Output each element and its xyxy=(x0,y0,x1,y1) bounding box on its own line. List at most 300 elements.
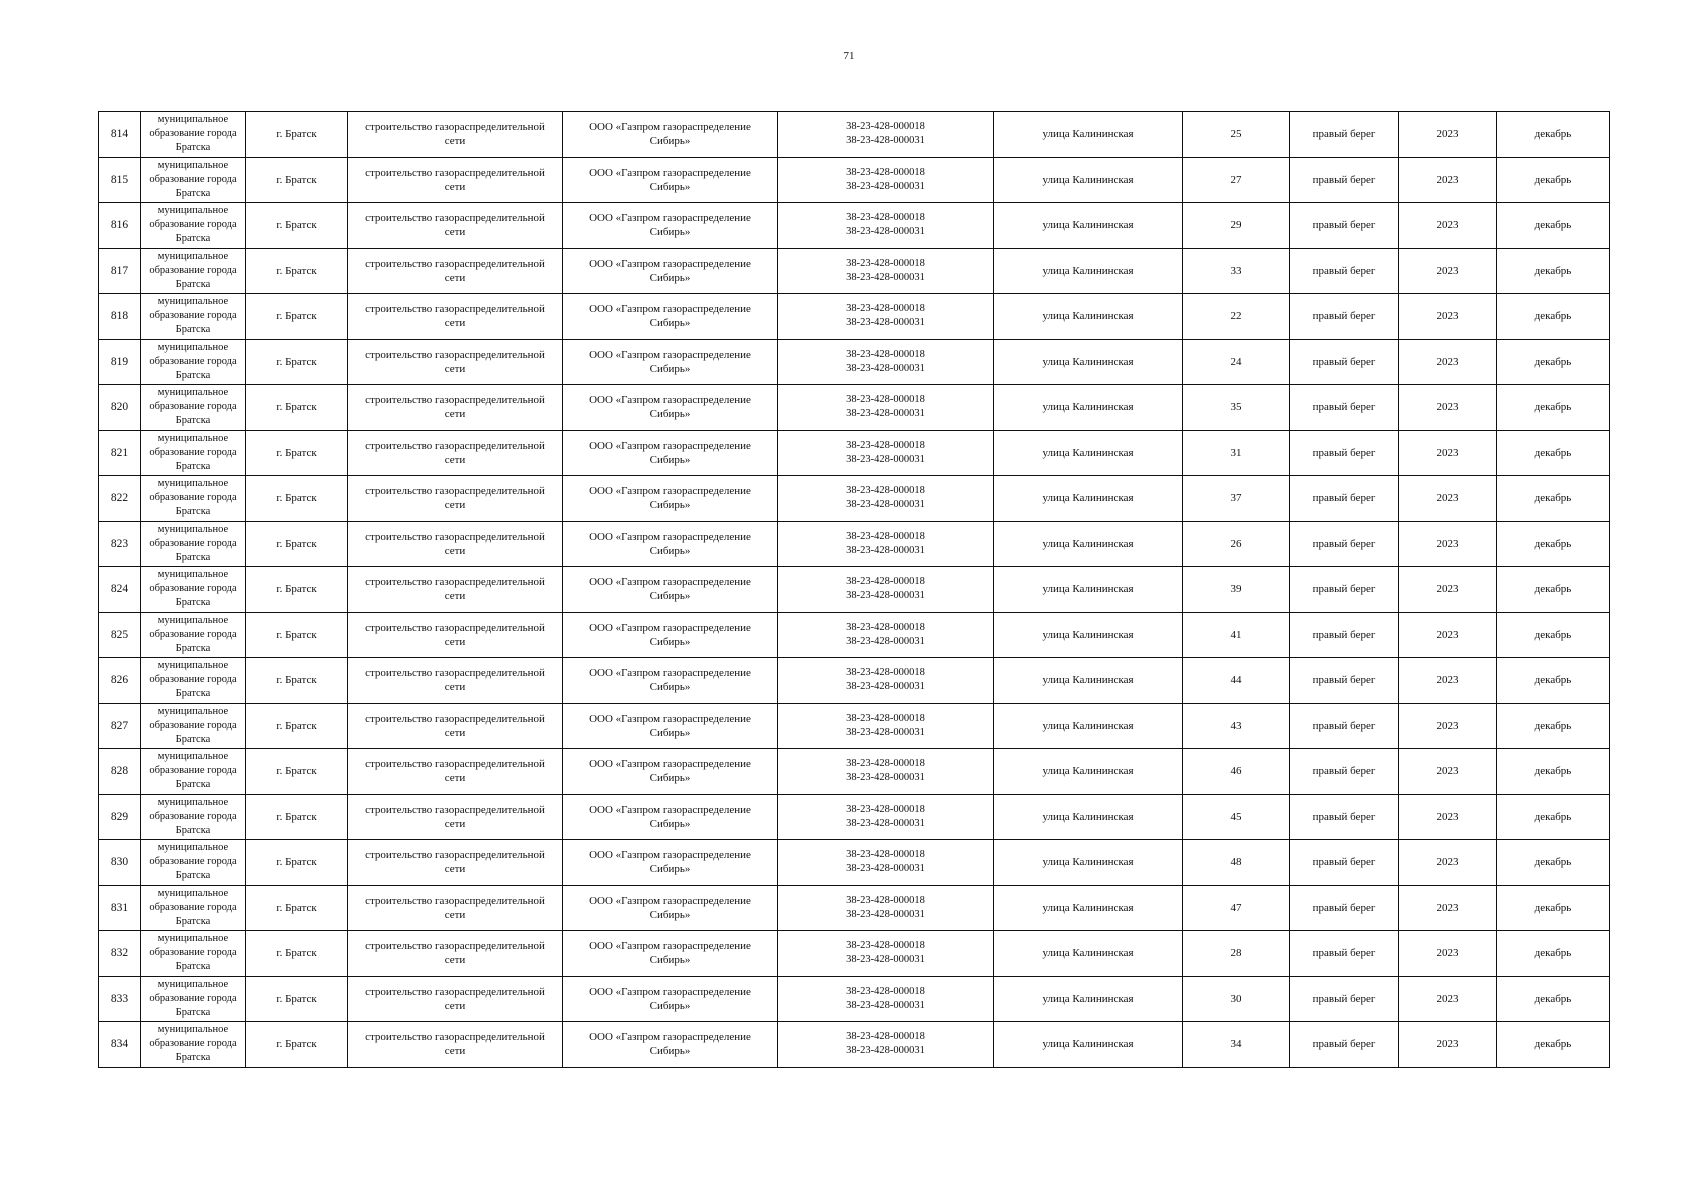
month-cell: декабрь xyxy=(1497,1022,1610,1068)
city-cell: г. Братск xyxy=(246,840,348,886)
city-cell: г. Братск xyxy=(246,385,348,431)
municipality-cell-line: Братска xyxy=(175,278,211,290)
bank-cell: правый берег xyxy=(1290,885,1399,931)
work-type-cell-line: строительство газораспределительной xyxy=(365,576,545,589)
municipality-cell-line: образование города xyxy=(149,810,237,822)
cadastral-cell-line: 38-23-428-000018 xyxy=(846,485,925,497)
table-row xyxy=(99,112,1610,158)
operator-cell-line: ООО «Газпром газораспределение xyxy=(589,166,751,179)
work-type-cell-line: сети xyxy=(444,590,466,603)
table-row xyxy=(99,931,1610,977)
bank-cell: правый берег xyxy=(1290,294,1399,340)
work-type-cell-line: сети xyxy=(444,772,466,785)
bank-cell: правый берег xyxy=(1290,157,1399,203)
bank-cell: правый берег xyxy=(1290,521,1399,567)
municipality-cell-line: Братска xyxy=(175,369,211,381)
work-type-cell xyxy=(348,976,563,1022)
municipality-cell-line: муниципальное xyxy=(157,705,229,717)
cadastral-cell xyxy=(778,840,994,886)
work-type-cell-line: строительство газораспределительной xyxy=(365,712,545,725)
cadastral-cell-line: 38-23-428-000018 xyxy=(846,1031,925,1043)
operator-cell-line: ООО «Газпром газораспределение xyxy=(589,348,751,361)
work-type-cell-line: сети xyxy=(444,908,466,921)
operator-cell-line: Сибирь» xyxy=(649,226,691,239)
year-cell: 2023 xyxy=(1399,294,1497,340)
row-number: 827 xyxy=(99,703,141,749)
work-type-cell xyxy=(348,385,563,431)
row-number: 832 xyxy=(99,931,141,977)
work-type-cell xyxy=(348,157,563,203)
operator-cell-line: Сибирь» xyxy=(649,999,691,1012)
street-cell: улица Калининская xyxy=(994,112,1183,158)
municipality-cell-line: муниципальное xyxy=(157,250,229,262)
street-cell: улица Калининская xyxy=(994,885,1183,931)
month-cell: декабрь xyxy=(1497,749,1610,795)
operator-cell-line: ООО «Газпром газораспределение xyxy=(589,485,751,498)
operator-cell xyxy=(563,658,778,704)
work-type-cell-line: строительство газораспределительной xyxy=(365,348,545,361)
bank-cell: правый берег xyxy=(1290,794,1399,840)
house-number-cell: 34 xyxy=(1183,1022,1290,1068)
work-type-cell-line: строительство газораспределительной xyxy=(365,439,545,452)
city-cell: г. Братск xyxy=(246,112,348,158)
work-type-cell-line: строительство газораспределительной xyxy=(365,485,545,498)
municipality-cell-line: Братска xyxy=(175,324,211,336)
work-type-cell-line: строительство газораспределительной xyxy=(365,940,545,953)
operator-cell-line: ООО «Газпром газораспределение xyxy=(589,1031,751,1044)
municipality-cell xyxy=(141,248,246,294)
row-number: 820 xyxy=(99,385,141,431)
operator-cell-line: Сибирь» xyxy=(649,726,691,739)
municipality-cell-line: образование города xyxy=(149,173,237,185)
table-row xyxy=(99,840,1610,886)
municipality-cell-line: образование города xyxy=(149,446,237,458)
work-type-cell xyxy=(348,794,563,840)
municipality-cell xyxy=(141,385,246,431)
house-number-cell: 37 xyxy=(1183,476,1290,522)
work-type-cell xyxy=(348,1022,563,1068)
house-number-cell: 43 xyxy=(1183,703,1290,749)
month-cell: декабрь xyxy=(1497,248,1610,294)
work-type-cell-line: сети xyxy=(444,408,466,421)
operator-cell-line: ООО «Газпром газораспределение xyxy=(589,530,751,543)
work-type-cell-line: сети xyxy=(444,863,466,876)
municipality-cell xyxy=(141,430,246,476)
work-type-cell-line: строительство газораспределительной xyxy=(365,530,545,543)
work-type-cell-line: строительство газораспределительной xyxy=(365,212,545,225)
operator-cell-line: ООО «Газпром газораспределение xyxy=(589,849,751,862)
municipality-cell-line: образование города xyxy=(149,719,237,731)
street-cell: улица Калининская xyxy=(994,157,1183,203)
row-number: 815 xyxy=(99,157,141,203)
municipality-cell-line: муниципальное xyxy=(157,1024,229,1036)
operator-cell xyxy=(563,339,778,385)
municipality-cell xyxy=(141,203,246,249)
house-number-cell: 31 xyxy=(1183,430,1290,476)
work-type-cell-line: строительство газораспределительной xyxy=(365,166,545,179)
cadastral-cell-line: 38-23-428-000018 xyxy=(846,803,925,815)
municipality-cell-line: образование города xyxy=(149,264,237,276)
year-cell: 2023 xyxy=(1399,840,1497,886)
street-cell: улица Калининская xyxy=(994,658,1183,704)
work-type-cell-line: строительство газораспределительной xyxy=(365,121,545,134)
operator-cell-line: ООО «Газпром газораспределение xyxy=(589,712,751,725)
month-cell: декабрь xyxy=(1497,976,1610,1022)
year-cell: 2023 xyxy=(1399,157,1497,203)
municipality-cell-line: Братска xyxy=(175,733,211,745)
city-cell: г. Братск xyxy=(246,1022,348,1068)
house-number-cell: 33 xyxy=(1183,248,1290,294)
operator-cell xyxy=(563,703,778,749)
city-cell: г. Братск xyxy=(246,521,348,567)
municipality-cell-line: муниципальное xyxy=(157,296,229,308)
street-cell: улица Калининская xyxy=(994,339,1183,385)
cadastral-cell-line: 38-23-428-000018 xyxy=(846,985,925,997)
operator-cell-line: ООО «Газпром газораспределение xyxy=(589,576,751,589)
cadastral-cell-line: 38-23-428-000018 xyxy=(846,849,925,861)
cadastral-cell-line: 38-23-428-000031 xyxy=(846,863,925,875)
operator-cell-line: ООО «Газпром газораспределение xyxy=(589,940,751,953)
cadastral-cell-line: 38-23-428-000018 xyxy=(846,394,925,406)
work-type-cell xyxy=(348,885,563,931)
month-cell: декабрь xyxy=(1497,476,1610,522)
row-number: 831 xyxy=(99,885,141,931)
operator-cell-line: Сибирь» xyxy=(649,408,691,421)
cadastral-cell xyxy=(778,248,994,294)
cadastral-cell xyxy=(778,203,994,249)
work-type-cell-line: строительство газораспределительной xyxy=(365,849,545,862)
operator-cell-line: Сибирь» xyxy=(649,135,691,148)
municipality-cell-line: Братска xyxy=(175,142,211,154)
cadastral-cell-line: 38-23-428-000031 xyxy=(846,999,925,1011)
cadastral-cell-line: 38-23-428-000031 xyxy=(846,362,925,374)
work-type-cell-line: строительство газораспределительной xyxy=(365,621,545,634)
street-cell: улица Калининская xyxy=(994,203,1183,249)
cadastral-cell-line: 38-23-428-000031 xyxy=(846,772,925,784)
street-cell: улица Калининская xyxy=(994,476,1183,522)
municipality-cell-line: образование города xyxy=(149,765,237,777)
month-cell: декабрь xyxy=(1497,157,1610,203)
municipality-cell xyxy=(141,612,246,658)
municipality-cell-line: муниципальное xyxy=(157,978,229,990)
city-cell: г. Братск xyxy=(246,339,348,385)
operator-cell xyxy=(563,112,778,158)
cadastral-cell-line: 38-23-428-000018 xyxy=(846,212,925,224)
cadastral-cell xyxy=(778,1022,994,1068)
work-type-cell xyxy=(348,567,563,613)
row-number: 828 xyxy=(99,749,141,795)
gasification-registry-table xyxy=(98,111,1610,1068)
municipality-cell xyxy=(141,112,246,158)
year-cell: 2023 xyxy=(1399,703,1497,749)
work-type-cell-line: сети xyxy=(444,453,466,466)
municipality-cell-line: муниципальное xyxy=(157,205,229,217)
operator-cell-line: ООО «Газпром газораспределение xyxy=(589,212,751,225)
bank-cell: правый берег xyxy=(1290,976,1399,1022)
operator-cell xyxy=(563,794,778,840)
operator-cell xyxy=(563,885,778,931)
operator-cell-line: ООО «Газпром газораспределение xyxy=(589,621,751,634)
municipality-cell-line: Братска xyxy=(175,597,211,609)
municipality-cell xyxy=(141,567,246,613)
municipality-cell-line: муниципальное xyxy=(157,432,229,444)
street-cell: улица Калининская xyxy=(994,567,1183,613)
operator-cell-line: Сибирь» xyxy=(649,271,691,284)
row-number: 818 xyxy=(99,294,141,340)
table-row xyxy=(99,658,1610,704)
row-number: 826 xyxy=(99,658,141,704)
cadastral-cell-line: 38-23-428-000018 xyxy=(846,940,925,952)
house-number-cell: 47 xyxy=(1183,885,1290,931)
operator-cell xyxy=(563,976,778,1022)
municipality-cell-line: образование города xyxy=(149,947,237,959)
table-row xyxy=(99,294,1610,340)
operator-cell-line: Сибирь» xyxy=(649,908,691,921)
street-cell: улица Калининская xyxy=(994,976,1183,1022)
cadastral-cell-line: 38-23-428-000018 xyxy=(846,303,925,315)
table-body xyxy=(99,112,1610,1068)
month-cell: декабрь xyxy=(1497,885,1610,931)
month-cell: декабрь xyxy=(1497,931,1610,977)
operator-cell-line: ООО «Газпром газораспределение xyxy=(589,303,751,316)
municipality-cell-line: Братска xyxy=(175,1052,211,1064)
month-cell: декабрь xyxy=(1497,294,1610,340)
cadastral-cell-line: 38-23-428-000031 xyxy=(846,635,925,647)
municipality-cell-line: образование города xyxy=(149,537,237,549)
operator-cell-line: Сибирь» xyxy=(649,499,691,512)
row-number: 814 xyxy=(99,112,141,158)
row-number: 833 xyxy=(99,976,141,1022)
table-row xyxy=(99,976,1610,1022)
municipality-cell-line: Братска xyxy=(175,642,211,654)
table-row xyxy=(99,476,1610,522)
municipality-cell-line: образование города xyxy=(149,355,237,367)
operator-cell xyxy=(563,203,778,249)
city-cell: г. Братск xyxy=(246,203,348,249)
year-cell: 2023 xyxy=(1399,794,1497,840)
city-cell: г. Братск xyxy=(246,294,348,340)
month-cell: декабрь xyxy=(1497,112,1610,158)
municipality-cell-line: Братска xyxy=(175,915,211,927)
operator-cell-line: Сибирь» xyxy=(649,772,691,785)
month-cell: декабрь xyxy=(1497,703,1610,749)
house-number-cell: 48 xyxy=(1183,840,1290,886)
city-cell: г. Братск xyxy=(246,476,348,522)
bank-cell: правый берег xyxy=(1290,703,1399,749)
table-row xyxy=(99,203,1610,249)
street-cell: улица Калининская xyxy=(994,1022,1183,1068)
operator-cell xyxy=(563,931,778,977)
cadastral-cell xyxy=(778,476,994,522)
cadastral-cell xyxy=(778,339,994,385)
bank-cell: правый берег xyxy=(1290,749,1399,795)
cadastral-cell-line: 38-23-428-000031 xyxy=(846,408,925,420)
bank-cell: правый берег xyxy=(1290,339,1399,385)
city-cell: г. Братск xyxy=(246,430,348,476)
operator-cell-line: Сибирь» xyxy=(649,954,691,967)
table-row xyxy=(99,157,1610,203)
work-type-cell xyxy=(348,931,563,977)
municipality-cell-line: Братска xyxy=(175,460,211,472)
operator-cell xyxy=(563,840,778,886)
cadastral-cell-line: 38-23-428-000031 xyxy=(846,1045,925,1057)
house-number-cell: 39 xyxy=(1183,567,1290,613)
table-row xyxy=(99,703,1610,749)
year-cell: 2023 xyxy=(1399,521,1497,567)
cadastral-cell-line: 38-23-428-000018 xyxy=(846,121,925,133)
row-number: 825 xyxy=(99,612,141,658)
work-type-cell xyxy=(348,294,563,340)
street-cell: улица Калининская xyxy=(994,385,1183,431)
cadastral-cell xyxy=(778,658,994,704)
cadastral-cell-line: 38-23-428-000018 xyxy=(846,621,925,633)
municipality-cell-line: муниципальное xyxy=(157,387,229,399)
bank-cell: правый берег xyxy=(1290,658,1399,704)
cadastral-cell xyxy=(778,931,994,977)
cadastral-cell-line: 38-23-428-000018 xyxy=(846,166,925,178)
house-number-cell: 25 xyxy=(1183,112,1290,158)
row-number: 816 xyxy=(99,203,141,249)
cadastral-cell xyxy=(778,749,994,795)
municipality-cell-line: Братска xyxy=(175,688,211,700)
cadastral-cell xyxy=(778,567,994,613)
municipality-cell-line: Братска xyxy=(175,506,211,518)
year-cell: 2023 xyxy=(1399,567,1497,613)
operator-cell-line: Сибирь» xyxy=(649,180,691,193)
cadastral-cell-line: 38-23-428-000031 xyxy=(846,180,925,192)
city-cell: г. Братск xyxy=(246,703,348,749)
operator-cell-line: ООО «Газпром газораспределение xyxy=(589,803,751,816)
work-type-cell-line: сети xyxy=(444,726,466,739)
year-cell: 2023 xyxy=(1399,339,1497,385)
cadastral-cell-line: 38-23-428-000031 xyxy=(846,590,925,602)
bank-cell: правый берег xyxy=(1290,112,1399,158)
operator-cell-line: Сибирь» xyxy=(649,681,691,694)
cadastral-cell-line: 38-23-428-000031 xyxy=(846,817,925,829)
operator-cell xyxy=(563,521,778,567)
house-number-cell: 29 xyxy=(1183,203,1290,249)
cadastral-cell-line: 38-23-428-000031 xyxy=(846,726,925,738)
operator-cell-line: Сибирь» xyxy=(649,544,691,557)
municipality-cell-line: муниципальное xyxy=(157,569,229,581)
work-type-cell-line: сети xyxy=(444,499,466,512)
municipality-cell-line: Братска xyxy=(175,961,211,973)
street-cell: улица Калининская xyxy=(994,840,1183,886)
municipality-cell-line: муниципальное xyxy=(157,660,229,672)
operator-cell-line: ООО «Газпром газораспределение xyxy=(589,985,751,998)
row-number: 822 xyxy=(99,476,141,522)
row-number: 819 xyxy=(99,339,141,385)
municipality-cell-line: Братска xyxy=(175,1006,211,1018)
year-cell: 2023 xyxy=(1399,658,1497,704)
municipality-cell xyxy=(141,521,246,567)
work-type-cell-line: сети xyxy=(444,271,466,284)
municipality-cell xyxy=(141,476,246,522)
operator-cell xyxy=(563,749,778,795)
municipality-cell-line: образование города xyxy=(149,992,237,1004)
municipality-cell xyxy=(141,658,246,704)
cadastral-cell-line: 38-23-428-000031 xyxy=(846,271,925,283)
row-number: 817 xyxy=(99,248,141,294)
house-number-cell: 45 xyxy=(1183,794,1290,840)
year-cell: 2023 xyxy=(1399,476,1497,522)
municipality-cell-line: муниципальное xyxy=(157,933,229,945)
street-cell: улица Калининская xyxy=(994,248,1183,294)
operator-cell xyxy=(563,430,778,476)
municipality-cell-line: Братска xyxy=(175,824,211,836)
work-type-cell-line: строительство газораспределительной xyxy=(365,758,545,771)
cadastral-cell-line: 38-23-428-000031 xyxy=(846,317,925,329)
street-cell: улица Калининская xyxy=(994,521,1183,567)
municipality-cell-line: Братска xyxy=(175,870,211,882)
cadastral-cell-line: 38-23-428-000018 xyxy=(846,257,925,269)
municipality-cell-line: муниципальное xyxy=(157,114,229,126)
cadastral-cell xyxy=(778,885,994,931)
work-type-cell xyxy=(348,339,563,385)
cadastral-cell-line: 38-23-428-000031 xyxy=(846,954,925,966)
bank-cell: правый берег xyxy=(1290,476,1399,522)
operator-cell-line: Сибирь» xyxy=(649,590,691,603)
operator-cell-line: Сибирь» xyxy=(649,453,691,466)
house-number-cell: 22 xyxy=(1183,294,1290,340)
work-type-cell-line: сети xyxy=(444,817,466,830)
house-number-cell: 44 xyxy=(1183,658,1290,704)
municipality-cell-line: Братска xyxy=(175,551,211,563)
street-cell: улица Калининская xyxy=(994,749,1183,795)
operator-cell-line: Сибирь» xyxy=(649,817,691,830)
month-cell: декабрь xyxy=(1497,430,1610,476)
row-number: 834 xyxy=(99,1022,141,1068)
operator-cell-line: ООО «Газпром газораспределение xyxy=(589,758,751,771)
municipality-cell xyxy=(141,840,246,886)
table-row xyxy=(99,430,1610,476)
municipality-cell xyxy=(141,931,246,977)
work-type-cell-line: строительство газораспределительной xyxy=(365,303,545,316)
year-cell: 2023 xyxy=(1399,749,1497,795)
work-type-cell xyxy=(348,840,563,886)
cadastral-cell xyxy=(778,612,994,658)
municipality-cell-line: муниципальное xyxy=(157,842,229,854)
house-number-cell: 26 xyxy=(1183,521,1290,567)
municipality-cell-line: образование города xyxy=(149,1038,237,1050)
operator-cell-line: ООО «Газпром газораспределение xyxy=(589,394,751,407)
operator-cell-line: ООО «Газпром газораспределение xyxy=(589,121,751,134)
city-cell: г. Братск xyxy=(246,749,348,795)
operator-cell-line: ООО «Газпром газораспределение xyxy=(589,894,751,907)
operator-cell xyxy=(563,248,778,294)
year-cell: 2023 xyxy=(1399,1022,1497,1068)
cadastral-cell-line: 38-23-428-000018 xyxy=(846,758,925,770)
table-row xyxy=(99,385,1610,431)
operator-cell-line: ООО «Газпром газораспределение xyxy=(589,257,751,270)
work-type-cell-line: строительство газораспределительной xyxy=(365,985,545,998)
work-type-cell xyxy=(348,703,563,749)
bank-cell: правый берег xyxy=(1290,931,1399,977)
municipality-cell-line: образование города xyxy=(149,492,237,504)
cadastral-cell-line: 38-23-428-000018 xyxy=(846,712,925,724)
municipality-cell-line: муниципальное xyxy=(157,478,229,490)
work-type-cell-line: строительство газораспределительной xyxy=(365,803,545,816)
municipality-cell xyxy=(141,339,246,385)
operator-cell-line: Сибирь» xyxy=(649,1045,691,1058)
operator-cell xyxy=(563,294,778,340)
operator-cell-line: Сибирь» xyxy=(649,635,691,648)
table-row xyxy=(99,521,1610,567)
street-cell: улица Калининская xyxy=(994,931,1183,977)
work-type-cell-line: строительство газораспределительной xyxy=(365,257,545,270)
work-type-cell-line: строительство газораспределительной xyxy=(365,394,545,407)
cadastral-cell xyxy=(778,112,994,158)
